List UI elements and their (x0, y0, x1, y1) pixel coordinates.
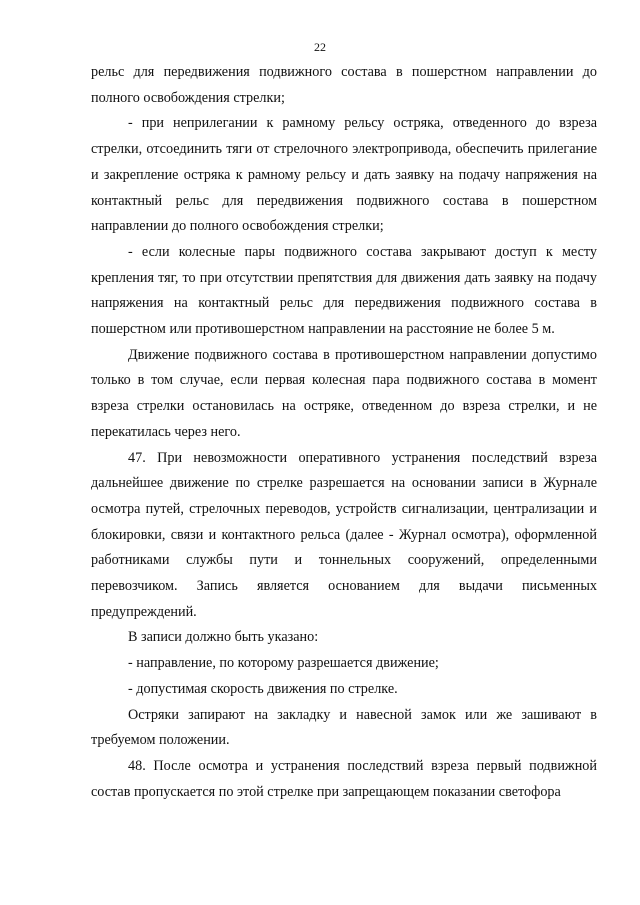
page-number: 22 (314, 40, 326, 54)
page-body (91, 60, 597, 805)
list-item-direction: - направление, по которому разрешается движение; (128, 655, 439, 672)
paragraph-no-contact-point: - при неприлегании к рамному рельсу остряка, отведенного до взреза стрелки, отсоединить тяги от стрелочного электропривода, обеспечить прилегание и закрепление остряка к рамному рельсу и дать заявку на подачу напряжения на контактный рельс для передвижения подвижного состава в пошерстном направлении до полного освобождения стрелки; (91, 115, 597, 235)
paragraph-clause-48: 48. После осмотра и устранения последствий взреза первый подвижной состав пропускается по этой стрелке при запрещающем показании светофора (91, 757, 597, 800)
paragraph-switch-blades-locked: Остряки запирают на закладку и навесной замок или же зашивают в требуемом положении. (91, 706, 597, 749)
paragraph-wheelsets-block-access: - если колесные пары подвижного состава закрывают доступ к месту крепления тяг, то при отсутствии препятствия для движения дать заявку на подачу напряжения на контактный рельс для передвижения подвижного состава в пошерстном или противошерстном направлении на расстояние не более 5 м. (91, 243, 597, 338)
paragraph-clause-47: 47. При невозможности оперативного устранения последствий взреза дальнейшее движение по стрелке разрешается на основании записи в Журнале осмотра путей, стрелочных переводов, устройств сигнализации, централизации и блокировки, связи и контактного рельса (далее - Журнал осмотра), оформленной работниками службы пути и тоннельных сооружений, определенными перевозчиком. Запись является основанием для выдачи письменных предупреждений. (91, 449, 597, 620)
list-item-speed: - допустимая скорость движения по стрелке. (128, 680, 398, 697)
paragraph-facing-movement: Движение подвижного состава в противошерстном направлении допустимо только в том случае, если первая колесная пара подвижного состава в момент взреза стрелки остановилась на остряке, отведенном до взреза стрелки, и не перекатилась через него. (91, 346, 597, 440)
paragraph-continuation: рельс для передвижения подвижного состава в пошерстном направлении до полного освобождения стрелки; (91, 64, 597, 106)
paragraph-record-must-include: В записи должно быть указано: (128, 629, 319, 646)
